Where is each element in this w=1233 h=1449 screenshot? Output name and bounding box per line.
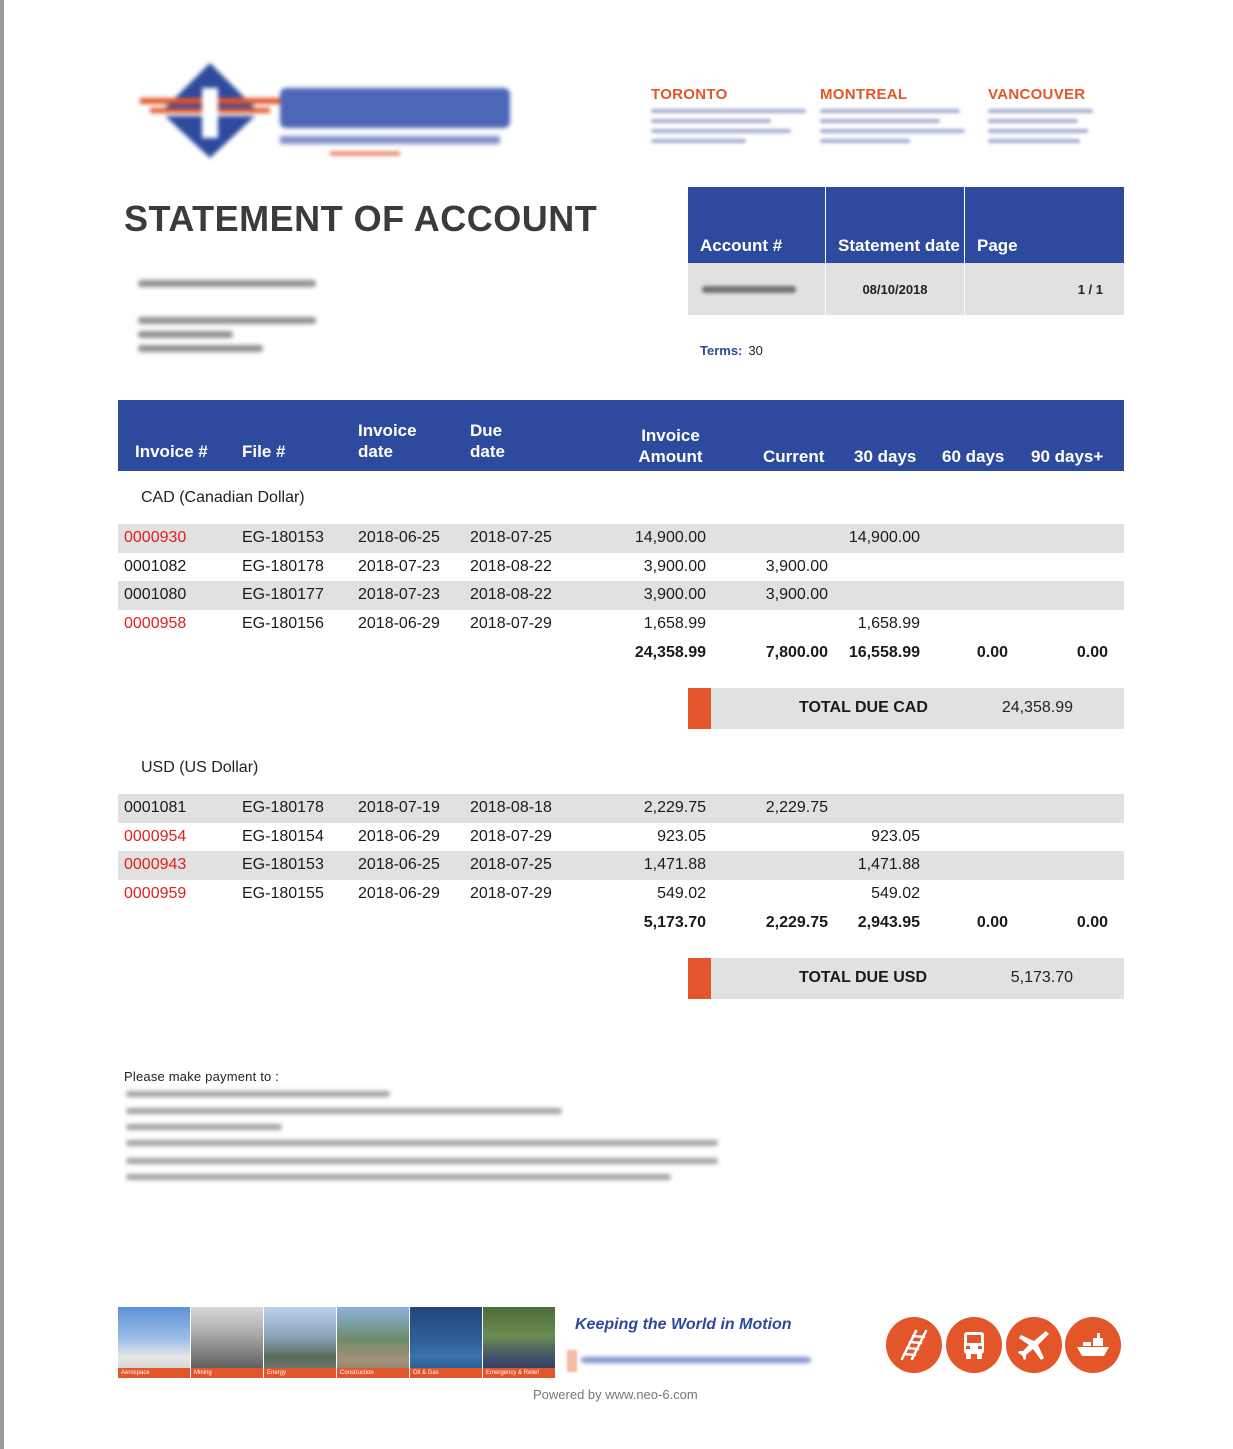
section-label-usd: USD (US Dollar) bbox=[141, 759, 259, 776]
table-row bbox=[118, 823, 1124, 852]
invoice-link[interactable]: 0001082 bbox=[124, 558, 187, 575]
accent-bar bbox=[688, 958, 711, 999]
total-30-days: 2,943.95 bbox=[857, 914, 920, 931]
payment-label: Please make payment to : bbox=[124, 1069, 280, 1084]
file-number: EG-180154 bbox=[242, 828, 324, 845]
invoice-link[interactable]: 0000954 bbox=[124, 828, 187, 845]
current-amount: 3,900.00 bbox=[765, 558, 828, 575]
banner-tile bbox=[410, 1307, 483, 1378]
file-number: EG-180155 bbox=[242, 885, 324, 902]
page-value: 1 / 1 bbox=[1077, 281, 1103, 297]
accent-bar bbox=[688, 688, 711, 729]
total-due-cad bbox=[688, 688, 1124, 729]
col-90-days: 90 days+ bbox=[1031, 447, 1104, 466]
invoice-table-header bbox=[118, 400, 1124, 471]
industry-banner bbox=[118, 1307, 555, 1378]
invoice-amount: 3,900.00 bbox=[643, 586, 706, 603]
office-vancouver bbox=[988, 86, 1148, 143]
invoice-amount: 923.05 bbox=[657, 828, 706, 845]
invoice-link[interactable]: 0000959 bbox=[124, 885, 187, 902]
banner-tile bbox=[483, 1307, 555, 1378]
col-60-days: 60 days bbox=[942, 447, 1005, 466]
statement-date-header: Statement date bbox=[826, 187, 965, 263]
total-invoice-amount: 5,173.70 bbox=[643, 914, 706, 931]
due-date: 2018-07-29 bbox=[470, 615, 552, 632]
account-summary-box bbox=[688, 187, 1124, 315]
total-current: 2,229.75 bbox=[765, 914, 828, 931]
file-number: EG-180156 bbox=[242, 615, 324, 632]
col-file: File # bbox=[242, 442, 286, 461]
invoice-date: 2018-06-29 bbox=[358, 615, 440, 632]
table-row bbox=[118, 851, 1124, 880]
banner-tile bbox=[118, 1307, 191, 1378]
table-row bbox=[118, 794, 1124, 823]
banner-caption: Emergency & Relief bbox=[483, 1368, 555, 1378]
account-number-header: Account # bbox=[688, 187, 826, 263]
due-date: 2018-07-25 bbox=[470, 529, 552, 546]
amount-30-days: 1,471.88 bbox=[857, 856, 920, 873]
invoice-link[interactable]: 0001081 bbox=[124, 799, 187, 816]
banner-caption: Aerospace bbox=[118, 1368, 190, 1378]
total-current: 7,800.00 bbox=[765, 644, 828, 661]
banner-tile bbox=[191, 1307, 264, 1378]
table-row bbox=[118, 524, 1124, 553]
invoice-amount: 14,900.00 bbox=[634, 529, 706, 546]
banner-caption: Energy bbox=[264, 1368, 336, 1378]
page-left-border bbox=[0, 0, 4, 1449]
file-number: EG-180178 bbox=[242, 558, 324, 575]
page-title: STATEMENT OF ACCOUNT bbox=[124, 198, 598, 239]
invoice-amount: 549.02 bbox=[657, 885, 706, 902]
invoice-date: 2018-07-23 bbox=[358, 558, 440, 575]
total-invoice-amount: 24,358.99 bbox=[634, 644, 706, 661]
due-date: 2018-08-22 bbox=[470, 586, 552, 603]
account-number-value bbox=[688, 263, 826, 315]
client-address bbox=[138, 280, 328, 359]
due-date: 2018-08-22 bbox=[470, 558, 552, 575]
banner-caption: Construction bbox=[337, 1368, 409, 1378]
due-date: 2018-07-29 bbox=[470, 885, 552, 902]
col-due-date: Due date bbox=[470, 421, 505, 461]
current-amount: 3,900.00 bbox=[765, 586, 828, 603]
due-date: 2018-07-29 bbox=[470, 828, 552, 845]
airplane-icon bbox=[1006, 1317, 1062, 1373]
company-slogan: Keeping the World in Motion bbox=[575, 1316, 792, 1333]
invoice-date: 2018-06-29 bbox=[358, 828, 440, 845]
invoice-date: 2018-06-25 bbox=[358, 856, 440, 873]
amount-30-days: 1,658.99 bbox=[857, 615, 920, 632]
total-due-label: TOTAL DUE USD bbox=[799, 969, 928, 986]
amount-30-days: 14,900.00 bbox=[848, 529, 920, 546]
invoice-amount: 1,658.99 bbox=[643, 615, 706, 632]
total-60-days: 0.00 bbox=[976, 644, 1008, 661]
page-header: Page bbox=[977, 236, 1018, 255]
total-30-days: 16,558.99 bbox=[848, 644, 920, 661]
table-row bbox=[118, 880, 1124, 909]
section-label-cad: CAD (Canadian Dollar) bbox=[141, 489, 305, 506]
total-90-days: 0.00 bbox=[1076, 644, 1108, 661]
company-logo bbox=[140, 58, 520, 168]
amount-30-days: 549.02 bbox=[871, 885, 920, 902]
amount-30-days: 923.05 bbox=[871, 828, 920, 845]
file-number: EG-180153 bbox=[242, 856, 324, 873]
total-due-value: 24,358.99 bbox=[1001, 699, 1073, 716]
statement-date-value: 08/10/2018 bbox=[826, 263, 965, 315]
invoice-amount: 1,471.88 bbox=[643, 856, 706, 873]
file-number: EG-180153 bbox=[242, 529, 324, 546]
total-due-label: TOTAL DUE CAD bbox=[799, 699, 928, 716]
due-date: 2018-07-25 bbox=[470, 856, 552, 873]
terms bbox=[700, 343, 763, 358]
invoice-link[interactable]: 0001080 bbox=[124, 586, 187, 603]
office-toronto bbox=[651, 86, 811, 143]
invoice-date: 2018-06-25 bbox=[358, 529, 440, 546]
col-invoice-date: Invoice date bbox=[358, 421, 417, 461]
col-invoice: Invoice # bbox=[135, 442, 208, 461]
invoice-amount: 3,900.00 bbox=[643, 558, 706, 575]
invoice-link[interactable]: 0000958 bbox=[124, 615, 187, 632]
invoice-date: 2018-06-29 bbox=[358, 885, 440, 902]
banner-tile bbox=[337, 1307, 410, 1378]
powered-by: Powered by www.neo-6.com bbox=[533, 1387, 698, 1402]
table-row bbox=[118, 610, 1124, 639]
table-row bbox=[118, 553, 1124, 582]
banner-tile bbox=[264, 1307, 337, 1378]
terms-value: 30 bbox=[748, 343, 763, 358]
totals-row-usd bbox=[118, 909, 1124, 938]
due-date: 2018-08-18 bbox=[470, 799, 552, 816]
ship-icon bbox=[1065, 1317, 1121, 1373]
total-90-days: 0.00 bbox=[1076, 914, 1108, 931]
office-name: TORONTO bbox=[651, 86, 728, 103]
invoice-link[interactable]: 0000930 bbox=[124, 529, 187, 546]
total-due-value: 5,173.70 bbox=[1010, 969, 1073, 986]
office-montreal bbox=[820, 86, 980, 143]
slogan-subtext-redacted bbox=[567, 1350, 813, 1372]
current-amount: 2,229.75 bbox=[765, 799, 828, 816]
invoice-date: 2018-07-23 bbox=[358, 586, 440, 603]
office-name: MONTREAL bbox=[820, 86, 908, 103]
rail-icon bbox=[886, 1317, 942, 1373]
file-number: EG-180178 bbox=[242, 799, 324, 816]
col-30-days: 30 days bbox=[854, 447, 917, 466]
banner-caption: Mining bbox=[191, 1368, 263, 1378]
truck-icon bbox=[946, 1317, 1002, 1373]
col-invoice-amount: Invoice Amount bbox=[638, 426, 703, 466]
table-row bbox=[118, 581, 1124, 610]
totals-row-cad bbox=[118, 639, 1124, 668]
office-name: VANCOUVER bbox=[988, 86, 1086, 103]
payment-details-redacted bbox=[126, 1091, 390, 1097]
invoice-link[interactable]: 0000943 bbox=[124, 856, 187, 873]
col-current: Current bbox=[763, 447, 825, 466]
terms-label: Terms: bbox=[700, 343, 743, 358]
banner-caption: Oil & Gas bbox=[410, 1368, 482, 1378]
total-due-usd bbox=[688, 958, 1124, 999]
invoice-date: 2018-07-19 bbox=[358, 799, 440, 816]
total-60-days: 0.00 bbox=[976, 914, 1008, 931]
invoice-amount: 2,229.75 bbox=[643, 799, 706, 816]
file-number: EG-180177 bbox=[242, 586, 324, 603]
